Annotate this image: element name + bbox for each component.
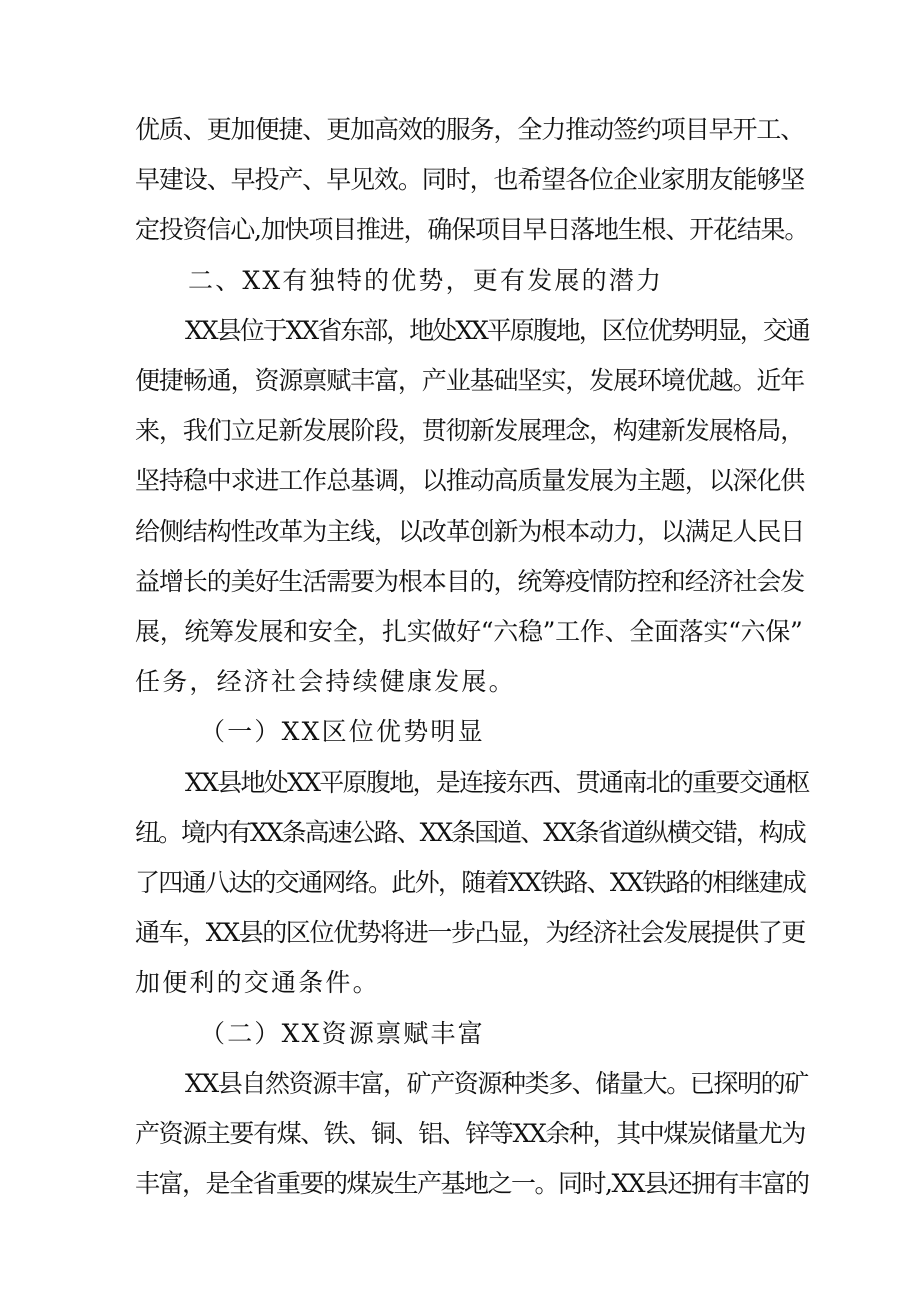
paragraph-line: 早建设、早投产、早见效。同时，也希望各位企业家朋友能够坚 — [135, 165, 805, 194]
paragraph-line: 任务，经济社会持续健康发展。 — [135, 667, 516, 696]
paragraph-line: 纽。境内有XX条高速公路、XX条国道、XX条省道纵横交错，构成 — [135, 818, 805, 847]
paragraph-line: XX县自然资源丰富，矿产资源种类多、储量大。已探明的矿 — [185, 1069, 808, 1098]
paragraph-line: 产资源主要有煤、铁、铜、铝、锌等XX余种，其中煤炭储量尤为 — [135, 1119, 805, 1148]
subsection-heading-2: （二）XX资源禀赋丰富 — [200, 1019, 485, 1048]
paragraph-line: 优质、更加便捷、更加高效的服务，全力推动签约项目早开工、 — [135, 115, 805, 144]
paragraph-line: 展，统筹发展和安全，扎实做好“六稳”工作、全面落实“六保” — [135, 617, 803, 646]
paragraph-line: XX县位于XX省东部，地处XX平原腹地，区位优势明显，交通 — [185, 316, 809, 345]
paragraph-line: 益增长的美好生活需要为根本目的，统筹疫情防控和经济社会发 — [135, 567, 805, 596]
paragraph-line: 来，我们立足新发展阶段，贯彻新发展理念，构建新发展格局， — [135, 416, 805, 445]
paragraph-line: 坚持稳中求进工作总基调，以推动高质量发展为主题，以深化供 — [135, 466, 805, 495]
paragraph-line: 定投资信心,加快项目推进，确保项目早日落地生根、开花结果。 — [135, 215, 809, 244]
paragraph-line: 了四通八达的交通网络。此外，随着XX铁路、XX铁路的相继建成 — [135, 868, 806, 897]
paragraph-line: 丰富，是全省重要的煤炭生产基地之一。同时,XX县还拥有丰富的 — [135, 1169, 809, 1198]
paragraph-line: XX县地处XX平原腹地，是连接东西、贯通南北的重要交通枢 — [185, 768, 809, 797]
paragraph-line: 加便利的交通条件。 — [135, 968, 380, 997]
section-heading-2: 二、XX有独特的优势，更有发展的潜力 — [188, 266, 664, 295]
subsection-heading-1: （一）XX区位优势明显 — [200, 717, 485, 746]
paragraph-line: 通车，XX县的区位优势将进一步凸显，为经济社会发展提供了更 — [135, 918, 805, 947]
paragraph-line: 给侧结构性改革为主线，以改革创新为根本动力，以满足人民日 — [135, 517, 805, 546]
paragraph-line: 便捷畅通，资源禀赋丰富，产业基础坚实，发展环境优越。近年 — [135, 366, 805, 395]
